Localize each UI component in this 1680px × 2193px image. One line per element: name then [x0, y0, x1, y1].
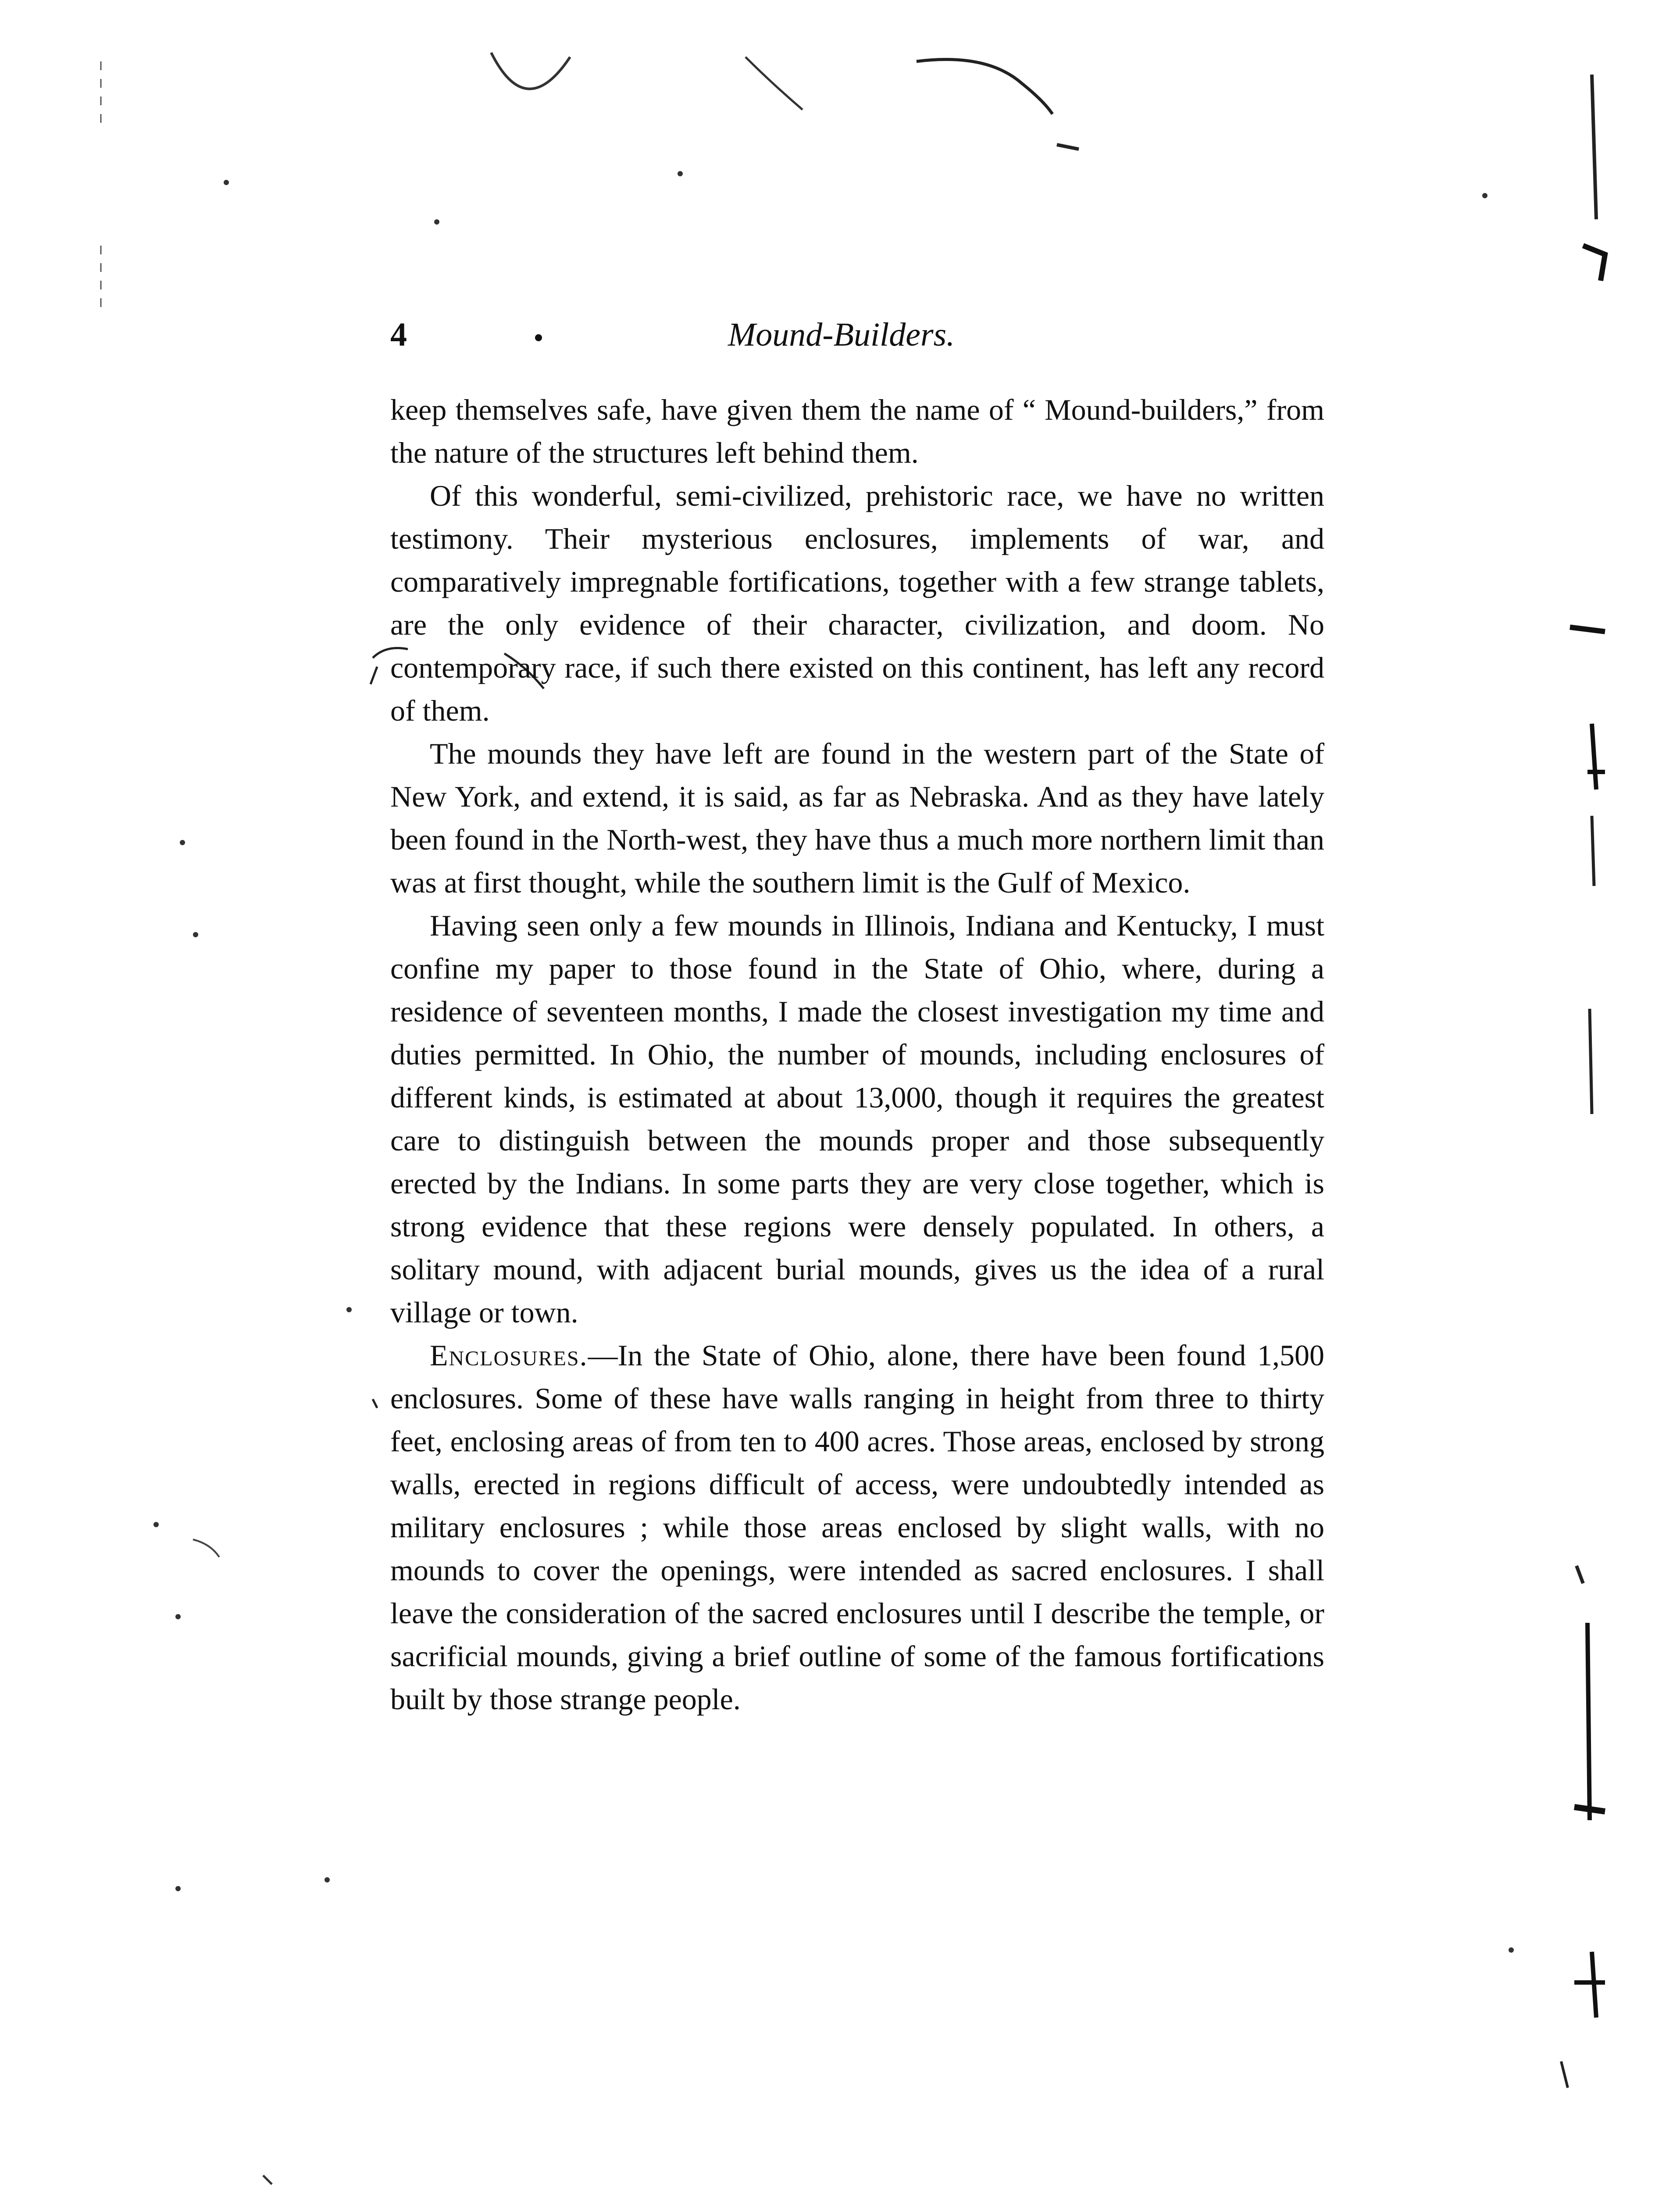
- scan-speck: [153, 1522, 159, 1527]
- paragraph-body: —In the State of Ohio, alone, there have been found 1,500 enclosures. Some of these have walls ranging in height from three to thirty feet, enclosing areas of from ten to 400 acres. Those areas, enclosed by strong walls, erected in regions difficult of access, were undoubtedly intended as military enclosures ; while those areas enclosed by slight walls, with no mounds to cover the openings, were intended as sacred enclosures. I shall leave the consideration of the sacred enclosures until I describe the temple, or sacrificial mounds, giving a brief outline of some of the famous fortifications built by those strange people.: [390, 1339, 1324, 1716]
- scan-speck: [175, 1614, 181, 1619]
- paragraph: The mounds they have left are found in the western part of the State of New York, and extend, it is said, as far as Nebraska. And as they have lately been found in the North-west, they have thus a much more northern limit than was at first thought, while the southern limit is the Gulf of Mexico.: [390, 737, 1324, 899]
- paragraph: [390, 1334, 1324, 1721]
- scan-speck: [678, 171, 683, 176]
- running-head: [390, 316, 1324, 364]
- scan-speck: [346, 1307, 352, 1312]
- scan-speck: [325, 1877, 330, 1882]
- running-title: Mound-Builders.: [728, 316, 955, 353]
- scan-speck: [1482, 193, 1487, 198]
- scan-speck: [434, 219, 439, 225]
- body-text: [390, 388, 1324, 1721]
- paragraph: keep themselves safe, have given them the name of “ Mound-builders,” from the nature of the structures left behind them.: [390, 393, 1324, 469]
- scan-speck: [193, 932, 198, 937]
- paragraph: Of this wonderful, semi-civilized, prehistoric race, we have no written testimony. Their mysterious enclosures, implements of war, and comparatively impregnable fortifications, together with a few strange tablets, are the only evidence of their character, civilization, and doom. No contemporary race, if such there existed on this continent, has left any record of them.: [390, 479, 1324, 727]
- scan-speck: [180, 840, 185, 845]
- scan-speck: [1509, 1947, 1514, 1953]
- scan-speck: [175, 1886, 181, 1891]
- head-ornament-dot: [535, 334, 542, 341]
- paragraph: Having seen only a few mounds in Illinois, Indiana and Kentucky, I must confine my paper to those found in the State of Ohio, where, during a residence of seventeen months, I made the closest investigation my time and duties permitted. In Ohio, the number of mounds, including enclosures of different kinds, is estimated at about 13,000, though it requires the greatest care to distinguish between the mounds proper and those subsequently erected by the Indians. In some parts they are very close together, which is strong evidence that these regions were densely populated. In others, a solitary mound, with adjacent burial mounds, gives us the idea of a rural village or town.: [390, 909, 1324, 1329]
- scan-speck: [224, 180, 229, 185]
- page-number: 4: [390, 316, 407, 353]
- section-lead: Enclosures.: [430, 1339, 588, 1372]
